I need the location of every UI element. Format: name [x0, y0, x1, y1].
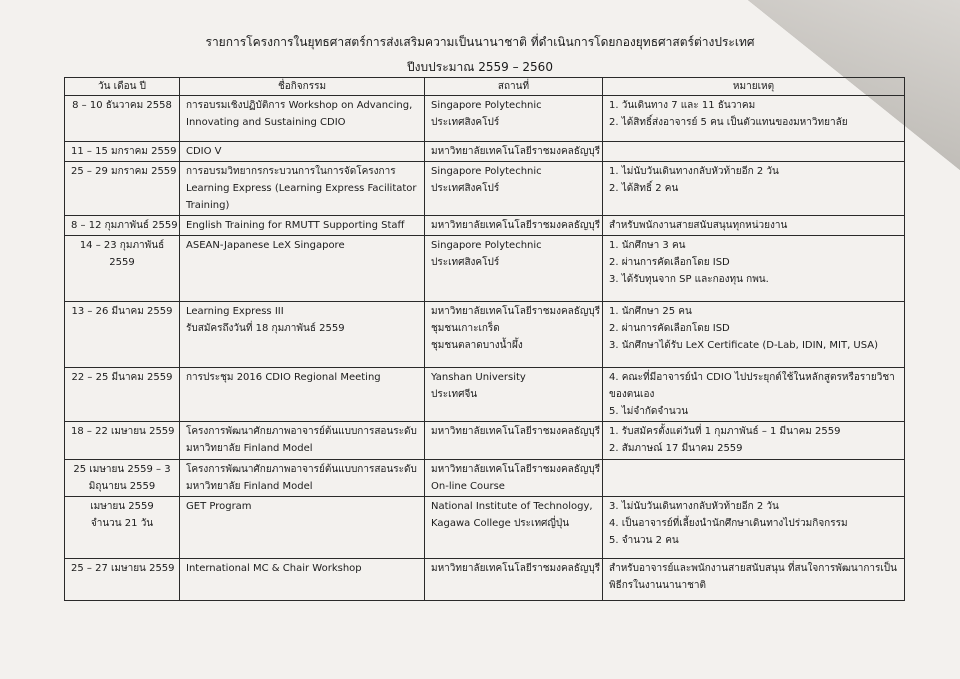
location-text: Yanshan University — [431, 372, 526, 383]
date-cell — [65, 460, 180, 497]
remarks-text: 5. ไม่จำกัดจำนวน — [609, 406, 689, 417]
location-text: ชุมชนตลาดบางน้ำผึ้ง — [431, 340, 523, 351]
location-text: ประเทศสิงคโปร์ — [431, 183, 500, 194]
table-row — [65, 497, 905, 559]
activity-cell — [180, 96, 425, 142]
activity-text: International MC & Chair Workshop — [186, 563, 362, 574]
activity-text: Learning Express III — [186, 306, 284, 317]
date-cell — [65, 368, 180, 422]
document-title: รายการโครงการในยุทธศาสตร์การส่งเสริมความเป็นนานาชาติ ที่ดำเนินการโดยกองยุทธศาสตร์ต่างประเทศ — [205, 35, 755, 49]
table-row — [65, 460, 905, 497]
activity-table — [64, 77, 905, 601]
location-text: ประเทศสิงคโปร์ — [431, 257, 500, 268]
remarks-text: 3. นักศึกษาได้รับ LeX Certificate (D-Lab, IDIN, MIT, USA) — [609, 340, 879, 351]
header-location: สถานที่ — [425, 78, 603, 96]
date-text: 8 – 10 ธันวาคม 2558 — [72, 100, 172, 111]
location-cell — [425, 460, 603, 497]
location-text: Kagawa College ประเทศญี่ปุ่น — [431, 518, 570, 529]
date-cell — [65, 162, 180, 216]
activity-text: โครงการพัฒนาศักยภาพอาจารย์ต้นแบบการสอนระดับ — [186, 426, 417, 437]
location-cell — [425, 96, 603, 142]
date-cell — [65, 302, 180, 368]
remarks-text: 2. สัมภาษณ์ 17 มีนาคม 2559 — [609, 443, 743, 454]
location-cell — [425, 142, 603, 162]
location-text: Singapore Polytechnic — [431, 240, 542, 251]
location-text: National Institute of Technology, — [431, 501, 593, 512]
location-cell — [425, 236, 603, 302]
remarks-cell — [603, 559, 905, 601]
table-row — [65, 162, 905, 216]
date-text: 2559 — [109, 257, 135, 268]
remarks-cell — [603, 422, 905, 460]
location-cell — [425, 368, 603, 422]
remarks-text: 2. ผ่านการคัดเลือกโดย ISD — [609, 257, 730, 268]
activity-text: ASEAN-Japanese LeX Singapore — [186, 240, 345, 251]
activity-text: Innovating and Sustaining CDIO — [186, 117, 346, 128]
date-text: 11 – 15 มกราคม 2559 — [71, 146, 177, 157]
location-cell — [425, 162, 603, 216]
activity-text: รับสมัครถึงวันที่ 18 กุมภาพันธ์ 2559 — [186, 323, 345, 334]
activity-cell — [180, 162, 425, 216]
date-text: 22 – 25 มีนาคม 2559 — [71, 372, 173, 383]
remarks-text: 1. รับสมัครตั้งแต่วันที่ 1 กุมภาพันธ์ – 1 มีนาคม 2559 — [609, 426, 841, 437]
activity-text: CDIO V — [186, 146, 222, 157]
remarks-text: 1. นักศึกษา 25 คน — [609, 306, 692, 317]
remarks-text: 1. วันเดินทาง 7 และ 11 ธันวาคม — [609, 100, 756, 111]
activity-cell — [180, 497, 425, 559]
date-text: 13 – 26 มีนาคม 2559 — [71, 306, 173, 317]
location-text: Singapore Polytechnic — [431, 100, 542, 111]
activity-text: การอบรมเชิงปฏิบัติการ Workshop on Advancing, — [186, 100, 413, 111]
date-cell — [65, 216, 180, 236]
remarks-text: 3. ได้รับทุนจาก SP และกองทุน กพน. — [609, 274, 769, 285]
activity-cell — [180, 559, 425, 601]
document-subtitle: ปีงบประมาณ 2559 – 2560 — [407, 60, 553, 74]
remarks-text: สำหรับอาจารย์และพนักงานสายสนับสนุน ที่สนใจการพัฒนาการเป็น — [609, 563, 897, 574]
remarks-text: 4. คณะที่มีอาจารย์นำ CDIO ไปประยุกต์ใช้ในหลักสูตรหรือรายวิชา — [609, 372, 895, 383]
date-text: 14 – 23 กุมภาพันธ์ — [79, 240, 165, 251]
header-remarks: หมายเหตุ — [603, 78, 905, 96]
remarks-text: 2. ผ่านการคัดเลือกโดย ISD — [609, 323, 730, 334]
date-text: มิถุนายน 2559 — [88, 481, 156, 492]
table-row — [65, 422, 905, 460]
remarks-cell — [603, 302, 905, 368]
remarks-text: 5. จำนวน 2 คน — [609, 535, 679, 546]
location-cell — [425, 497, 603, 559]
activity-cell — [180, 460, 425, 497]
table-row — [65, 216, 905, 236]
remarks-cell — [603, 236, 905, 302]
remarks-text: 1. ไม่นับวันเดินทางกลับหัวท้ายอีก 2 วัน — [609, 166, 779, 177]
remarks-cell — [603, 162, 905, 216]
remarks-cell — [603, 497, 905, 559]
activity-cell — [180, 302, 425, 368]
header-activity: ชื่อกิจกรรม — [180, 78, 425, 96]
date-cell — [65, 96, 180, 142]
location-cell — [425, 216, 603, 236]
location-text: มหาวิทยาลัยเทคโนโลยีราชมงคลธัญบุรี — [431, 464, 601, 475]
date-text: จำนวน 21 วัน — [90, 518, 154, 529]
remarks-text: พิธีกรในงานนานาชาติ — [609, 580, 706, 591]
location-text: On-line Course — [431, 481, 505, 492]
date-text: 25 เมษายน 2559 – 3 — [73, 464, 171, 475]
date-text: 18 – 22 เมษายน 2559 — [71, 426, 175, 437]
date-cell — [65, 236, 180, 302]
date-cell — [65, 142, 180, 162]
remarks-text: สำหรับพนักงานสายสนับสนุนทุกหน่วยงาน — [609, 220, 788, 231]
date-text: 8 – 12 กุมภาพันธ์ 2559 — [71, 220, 178, 231]
table-row — [65, 559, 905, 601]
table-row — [65, 96, 905, 142]
location-text: ประเทศสิงคโปร์ — [431, 117, 500, 128]
activity-cell — [180, 142, 425, 162]
table-body — [65, 96, 905, 601]
table-header-row — [65, 78, 905, 96]
location-cell — [425, 422, 603, 460]
date-cell — [65, 497, 180, 559]
activity-text: การอบรมวิทยากรกระบวนการในการจัดโครงการ — [186, 166, 396, 177]
activity-text: โครงการพัฒนาศักยภาพอาจารย์ต้นแบบการสอนระดับ — [186, 464, 417, 475]
remarks-text: 2. ได้สิทธิ์ส่งอาจารย์ 5 คน เป็นตัวแทนของมหาวิทยาลัย — [609, 117, 848, 128]
location-cell — [425, 302, 603, 368]
location-text: ประเทศจีน — [431, 389, 478, 400]
location-text: ชุมชนเกาะเกร็ด — [431, 323, 500, 334]
remarks-cell — [603, 142, 905, 162]
remarks-text: 2. ได้สิทธิ์ 2 คน — [609, 183, 679, 194]
activity-text: มหาวิทยาลัย Finland Model — [186, 481, 313, 492]
date-text: 25 – 29 มกราคม 2559 — [71, 166, 177, 177]
header-date: วัน เดือน ปี — [65, 78, 180, 96]
location-text: Singapore Polytechnic — [431, 166, 542, 177]
remarks-text: 1. นักศึกษา 3 คน — [609, 240, 686, 251]
table-row — [65, 142, 905, 162]
table-row — [65, 368, 905, 422]
remarks-cell — [603, 368, 905, 422]
activity-text: GET Program — [186, 501, 252, 512]
remarks-text: 3. ไม่นับวันเดินทางกลับหัวท้ายอีก 2 วัน — [609, 501, 779, 512]
date-text: เมษายน 2559 — [90, 501, 154, 512]
remarks-cell — [603, 460, 905, 497]
location-text: มหาวิทยาลัยเทคโนโลยีราชมงคลธัญบุรี — [431, 563, 601, 574]
activity-text: Learning Express (Learning Express Facilitator — [186, 183, 417, 194]
location-text: มหาวิทยาลัยเทคโนโลยีราชมงคลธัญบุรี — [431, 426, 601, 437]
remarks-text: 4. เป็นอาจารย์ที่เลี้ยงนำนักศึกษาเดินทางไปร่วมกิจกรรม — [609, 518, 848, 529]
location-cell — [425, 559, 603, 601]
remarks-cell — [603, 96, 905, 142]
date-cell — [65, 422, 180, 460]
activity-cell — [180, 236, 425, 302]
activity-text: Training) — [186, 200, 230, 211]
date-cell — [65, 559, 180, 601]
location-text: มหาวิทยาลัยเทคโนโลยีราชมงคลธัญบุรี — [431, 220, 601, 231]
activity-cell — [180, 368, 425, 422]
remarks-text: ของตนเอง — [609, 389, 655, 400]
location-text: มหาวิทยาลัยเทคโนโลยีราชมงคลธัญบุรี — [431, 306, 601, 317]
table-row — [65, 302, 905, 368]
activity-text: English Training for RMUTT Supporting Staff — [186, 220, 405, 231]
activity-text: การประชุม 2016 CDIO Regional Meeting — [186, 372, 381, 383]
table-row — [65, 236, 905, 302]
date-text: 25 – 27 เมษายน 2559 — [71, 563, 175, 574]
activity-text: มหาวิทยาลัย Finland Model — [186, 443, 313, 454]
remarks-cell — [603, 216, 905, 236]
activity-cell — [180, 422, 425, 460]
location-text: มหาวิทยาลัยเทคโนโลยีราชมงคลธัญบุรี — [431, 146, 601, 157]
activity-cell — [180, 216, 425, 236]
